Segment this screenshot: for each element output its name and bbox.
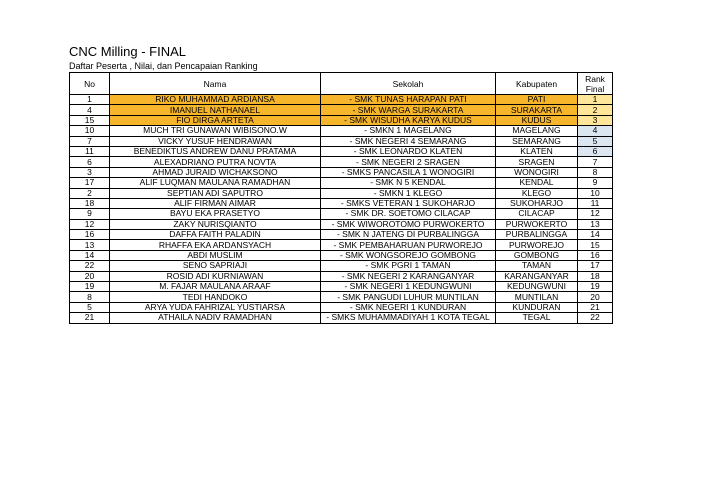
cell-rank: 3: [578, 115, 613, 125]
cell-sekolah: - SMK NEGERI 2 KARANGANYAR: [321, 271, 496, 281]
cell-kabupaten: MUNTILAN: [496, 292, 578, 302]
cell-kabupaten: KUDUS: [496, 115, 578, 125]
table-row: [70, 292, 613, 302]
table-row: [70, 126, 613, 136]
cell-sekolah: - SMKN 1 KLEGO: [321, 188, 496, 198]
cell-sekolah: - SMK LEONARDO KLATEN: [321, 146, 496, 156]
cell-sekolah: - SMK PEMBAHARUAN PURWOREJO: [321, 240, 496, 250]
cell-no: 12: [70, 219, 110, 229]
cell-nama: ROSID ADI KURNIAWAN: [110, 271, 321, 281]
cell-no: 8: [70, 292, 110, 302]
cell-kabupaten: CILACAP: [496, 209, 578, 219]
cell-kabupaten: SEMARANG: [496, 136, 578, 146]
cell-rank: 18: [578, 271, 613, 281]
cell-sekolah: - SMK NEGERI 1 KUNDURAN: [321, 302, 496, 312]
table-row: [70, 271, 613, 281]
cell-rank: 8: [578, 167, 613, 177]
table-row: [70, 261, 613, 271]
cell-kabupaten: KLATEN: [496, 146, 578, 156]
table-row: [70, 313, 613, 323]
cell-no: 1: [70, 95, 110, 105]
cell-nama: IMANUEL NATHANAEL: [110, 105, 321, 115]
cell-sekolah: - SMK NEGERI 1 KEDUNGWUNI: [321, 282, 496, 292]
header-rank-line1: Rank: [585, 73, 605, 84]
cell-nama: ABDI MUSLIM: [110, 250, 321, 260]
header-kabupaten: Kabupaten: [496, 73, 578, 95]
cell-rank: 16: [578, 250, 613, 260]
results-table: [69, 72, 613, 324]
cell-nama: TEDI HANDOKO: [110, 292, 321, 302]
cell-no: 13: [70, 240, 110, 250]
cell-rank: 12: [578, 209, 613, 219]
cell-no: 3: [70, 167, 110, 177]
cell-no: 17: [70, 178, 110, 188]
cell-no: 18: [70, 198, 110, 208]
cell-kabupaten: TEGAL: [496, 313, 578, 323]
cell-sekolah: - SMK WISUDHA KARYA KUDUS: [321, 115, 496, 125]
cell-rank: 22: [578, 313, 613, 323]
cell-rank: 11: [578, 198, 613, 208]
cell-kabupaten: KLEGO: [496, 188, 578, 198]
cell-sekolah: - SMKS VETERAN 1 SUKOHARJO: [321, 198, 496, 208]
cell-nama: SEPTIAN ADI SAPUTRO: [110, 188, 321, 198]
page-title: CNC Milling - FINAL: [69, 44, 187, 59]
cell-rank: 15: [578, 240, 613, 250]
cell-nama: ATHAILA NADIV RAMADHAN: [110, 313, 321, 323]
cell-kabupaten: MAGELANG: [496, 126, 578, 136]
cell-rank: 14: [578, 230, 613, 240]
cell-sekolah: - SMK WARGA SURAKARTA: [321, 105, 496, 115]
cell-nama: FIO DIRGA ARTETA: [110, 115, 321, 125]
cell-kabupaten: KUNDURAN: [496, 302, 578, 312]
cell-nama: BAYU EKA PRASETYO: [110, 209, 321, 219]
cell-kabupaten: WONOGIRI: [496, 167, 578, 177]
page-subtitle: Daftar Peserta , Nilai, dan Pencapaian Ranking: [69, 61, 258, 71]
cell-no: 15: [70, 115, 110, 125]
cell-sekolah: - SMKS MUHAMMADIYAH 1 KOTA TEGAL: [321, 313, 496, 323]
cell-no: 22: [70, 261, 110, 271]
cell-no: 16: [70, 230, 110, 240]
table-row: [70, 219, 613, 229]
cell-sekolah: - SMKN 1 MAGELANG: [321, 126, 496, 136]
cell-nama: ALIF FIRMAN AIMAR: [110, 198, 321, 208]
cell-kabupaten: PURBALINGGA: [496, 230, 578, 240]
cell-sekolah: - SMK PANGUDI LUHUR MUNTILAN: [321, 292, 496, 302]
cell-no: 6: [70, 157, 110, 167]
table-row: [70, 302, 613, 312]
cell-nama: DAFFA FAITH PALADIN: [110, 230, 321, 240]
cell-rank: 2: [578, 105, 613, 115]
cell-no: 21: [70, 313, 110, 323]
cell-sekolah: - SMK PGRI 1 TAMAN: [321, 261, 496, 271]
cell-kabupaten: SUKOHARJO: [496, 198, 578, 208]
cell-no: 4: [70, 105, 110, 115]
cell-kabupaten: KEDUNGWUNI: [496, 282, 578, 292]
cell-rank: 21: [578, 302, 613, 312]
cell-rank: 1: [578, 95, 613, 105]
cell-kabupaten: PURWOREJO: [496, 240, 578, 250]
table-row: [70, 230, 613, 240]
cell-nama: ALEXADRIANO PUTRA NOVTA: [110, 157, 321, 167]
cell-kabupaten: PATI: [496, 95, 578, 105]
table-row: [70, 115, 613, 125]
cell-no: 11: [70, 146, 110, 156]
table-row: [70, 178, 613, 188]
cell-kabupaten: SURAKARTA: [496, 105, 578, 115]
table-row: [70, 209, 613, 219]
cell-kabupaten: SRAGEN: [496, 157, 578, 167]
cell-kabupaten: PURWOKERTO: [496, 219, 578, 229]
table-row: [70, 167, 613, 177]
cell-kabupaten: TAMAN: [496, 261, 578, 271]
table-row: [70, 188, 613, 198]
cell-nama: ZAKY NURISQIANTO: [110, 219, 321, 229]
cell-rank: 7: [578, 157, 613, 167]
cell-sekolah: - SMK NEGERI 2 SRAGEN: [321, 157, 496, 167]
cell-sekolah: - SMK N 5 KENDAL: [321, 178, 496, 188]
cell-nama: VICKY YUSUF HENDRAWAN: [110, 136, 321, 146]
cell-rank: 6: [578, 146, 613, 156]
header-sekolah: Sekolah: [321, 73, 496, 95]
cell-sekolah: - SMK TUNAS HARAPAN PATI: [321, 95, 496, 105]
cell-nama: M. FAJAR MAULANA ARAAF: [110, 282, 321, 292]
table-body: [70, 95, 613, 324]
cell-nama: MUCH TRI GUNAWAN WIBISONO.W: [110, 126, 321, 136]
table-row: [70, 157, 613, 167]
cell-nama: RIKO MUHAMMAD ARDIANSA: [110, 95, 321, 105]
header-no: No: [70, 73, 110, 95]
cell-no: 10: [70, 126, 110, 136]
cell-nama: BENEDIKTUS ANDREW DANU PRATAMA: [110, 146, 321, 156]
cell-nama: AHMAD JURAID WICHAKSONO: [110, 167, 321, 177]
cell-nama: ARYA YUDA FAHRIZAL YUSTIARSA: [110, 302, 321, 312]
cell-rank: 10: [578, 188, 613, 198]
cell-rank: 17: [578, 261, 613, 271]
cell-no: 9: [70, 209, 110, 219]
header-nama: Nama: [110, 73, 321, 95]
cell-nama: ALIF LUQMAN MAULANA RAMADHAN: [110, 178, 321, 188]
cell-no: 20: [70, 271, 110, 281]
cell-sekolah: - SMK WONGSOREJO GOMBONG: [321, 250, 496, 260]
table-row: [70, 136, 613, 146]
cell-nama: SENO SAPRIAJI: [110, 261, 321, 271]
cell-kabupaten: KENDAL: [496, 178, 578, 188]
table-row: [70, 105, 613, 115]
cell-sekolah: - SMK N JATENG DI PURBALINGGA: [321, 230, 496, 240]
cell-rank: 19: [578, 282, 613, 292]
cell-rank: 20: [578, 292, 613, 302]
cell-kabupaten: GOMBONG: [496, 250, 578, 260]
table-row: [70, 146, 613, 156]
cell-kabupaten: KARANGANYAR: [496, 271, 578, 281]
cell-nama: RHAFFA EKA ARDANSYACH: [110, 240, 321, 250]
cell-rank: 5: [578, 136, 613, 146]
table-header-row: [70, 73, 613, 95]
table-row: [70, 250, 613, 260]
table-row: [70, 282, 613, 292]
table-row: [70, 198, 613, 208]
header-rank-line2: Final: [585, 83, 605, 94]
cell-sekolah: - SMK WIWOROTOMO PURWOKERTO: [321, 219, 496, 229]
cell-sekolah: - SMK NEGERI 4 SEMARANG: [321, 136, 496, 146]
cell-sekolah: - SMKS PANCASILA 1 WONOGIRI: [321, 167, 496, 177]
cell-sekolah: - SMK DR. SOETOMO CILACAP: [321, 209, 496, 219]
cell-no: 5: [70, 302, 110, 312]
header-rank-final: [578, 73, 613, 95]
cell-rank: 4: [578, 126, 613, 136]
table-row: [70, 240, 613, 250]
cell-rank: 9: [578, 178, 613, 188]
cell-no: 2: [70, 188, 110, 198]
cell-no: 7: [70, 136, 110, 146]
cell-rank: 13: [578, 219, 613, 229]
cell-no: 19: [70, 282, 110, 292]
table-row: [70, 95, 613, 105]
cell-no: 14: [70, 250, 110, 260]
